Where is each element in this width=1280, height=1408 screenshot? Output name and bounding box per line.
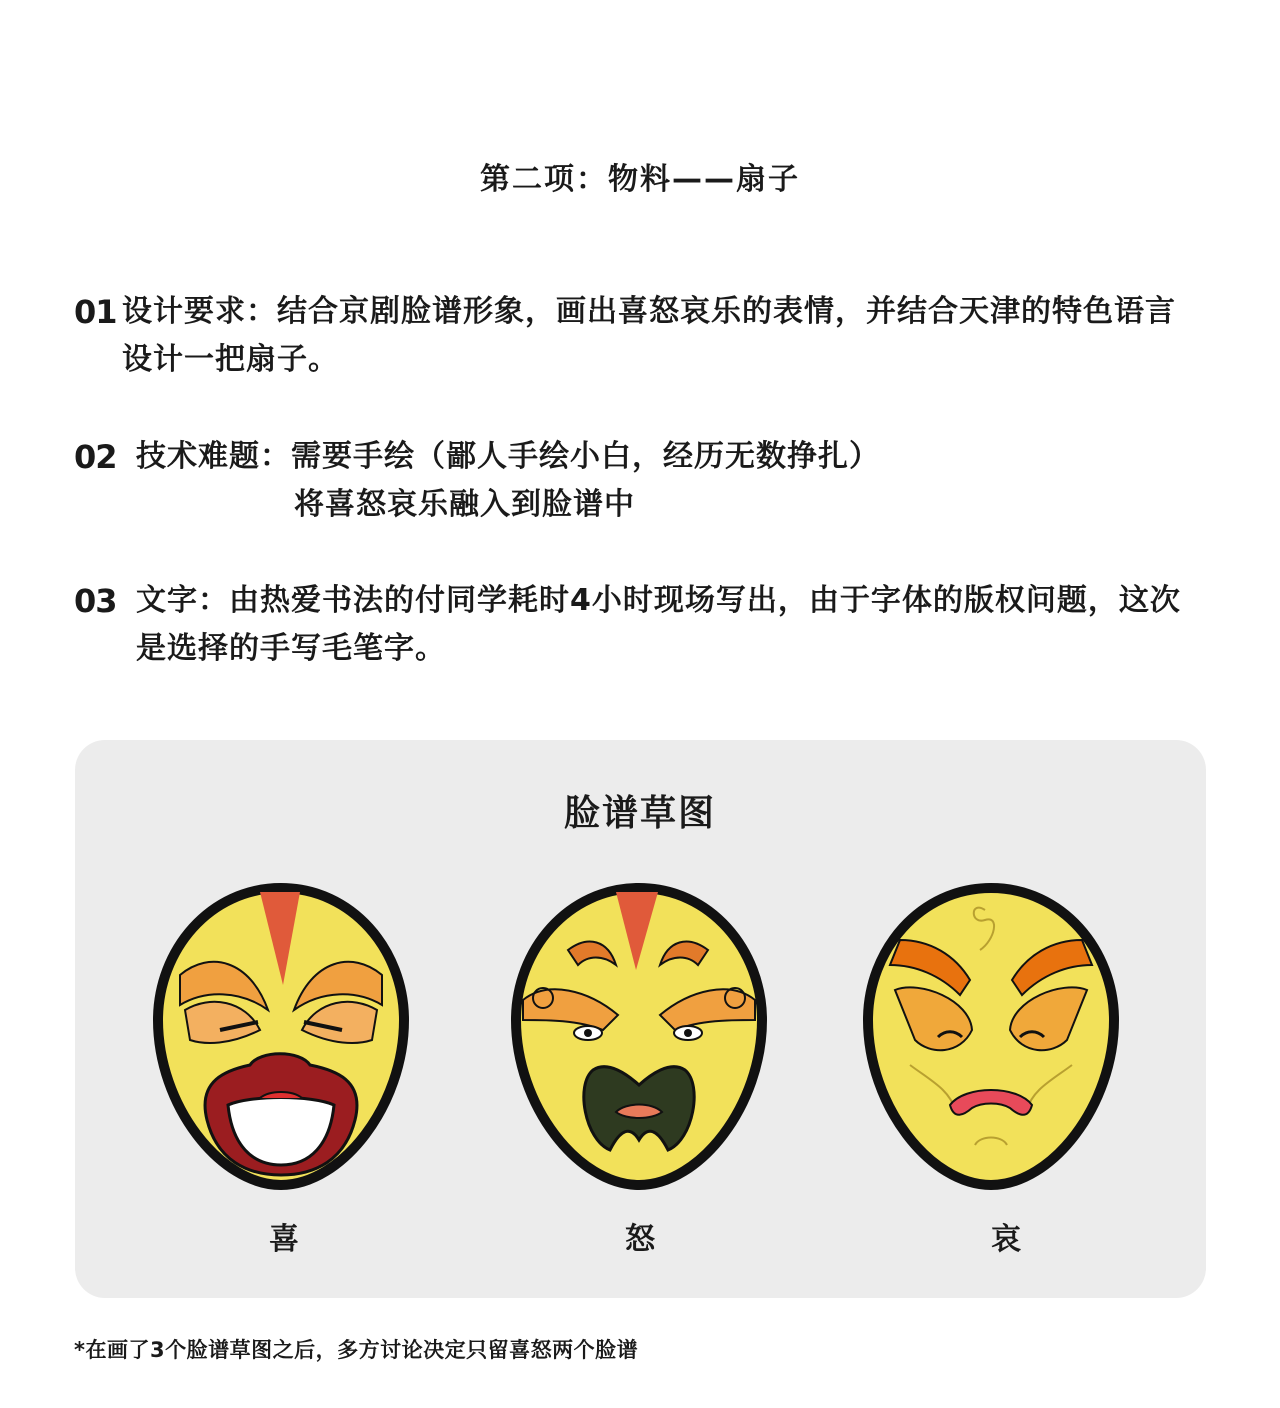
opera-mask-anger-icon (508, 880, 770, 1195)
item-text-line: 将喜怒哀乐融入到脸谱中 (294, 487, 635, 522)
item-text-line: 设计一把扇子。 (122, 342, 339, 377)
item-text-line: 设计要求：结合京剧脸谱形象，画出喜怒哀乐的表情，并结合天津的特色语言 (122, 294, 1176, 329)
item-number: 02 (74, 438, 117, 476)
opera-mask-joy-icon (150, 880, 412, 1195)
opera-mask-sorrow-icon (860, 880, 1122, 1195)
page-title: 第二项：物料——扇子 (480, 162, 800, 197)
panel-title: 脸谱草图 (563, 793, 716, 834)
mask-label-anger: 怒 (625, 1222, 655, 1257)
mask-label-sorrow: 哀 (991, 1222, 1021, 1257)
mask-label-joy: 喜 (269, 1222, 299, 1257)
item-text-line: 文字：由热爱书法的付同学耗时4小时现场写出，由于字体的版权问题，这次 (136, 583, 1181, 618)
item-number: 01 (74, 293, 117, 331)
item-text-line: 是选择的手写毛笔字。 (136, 631, 446, 666)
footnote: *在画了3个脸谱草图之后，多方讨论决定只留喜怒两个脸谱 (74, 1338, 639, 1362)
item-number: 03 (74, 582, 117, 620)
item-text-line: 技术难题：需要手绘（鄙人手绘小白，经历无数挣扎） (136, 439, 880, 474)
